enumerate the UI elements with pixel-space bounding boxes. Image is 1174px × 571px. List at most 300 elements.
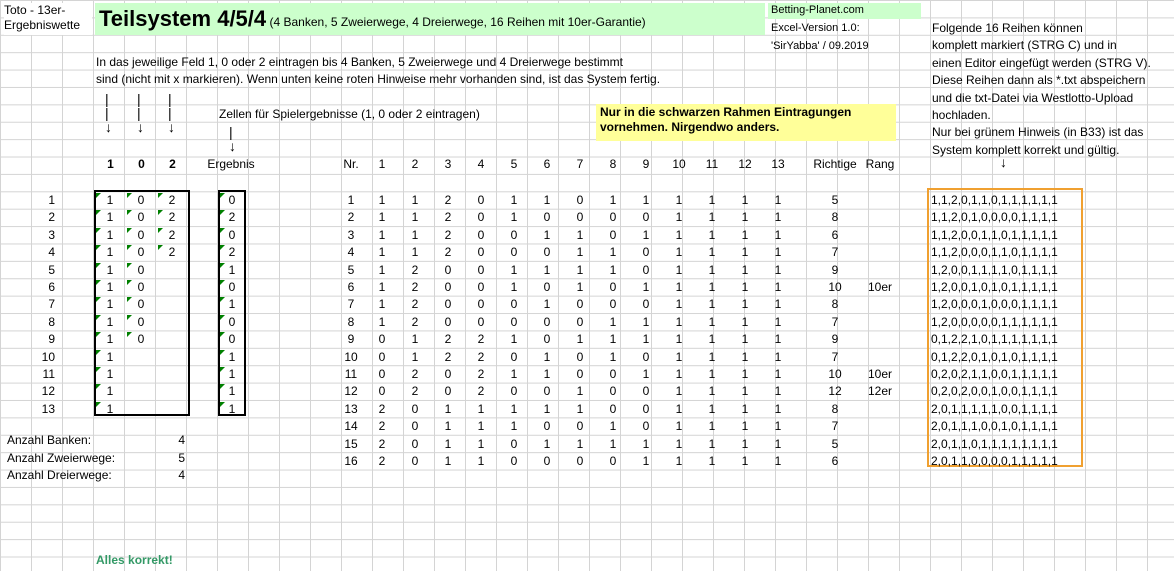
- input-row-number: 2: [48, 210, 55, 225]
- table-header-cell: 13: [771, 157, 785, 171]
- tip-cell: 0: [411, 401, 419, 416]
- tip-cell: 1: [510, 419, 518, 434]
- page-title: Teilsystem 4/5/4: [99, 6, 267, 31]
- tip-cell: 1: [774, 419, 782, 434]
- arrow-down-icon: | ↓: [229, 124, 236, 154]
- tip-cell: 0: [543, 280, 551, 294]
- input-cell-1[interactable]: 1: [96, 193, 124, 208]
- tip-cell: 2: [477, 367, 485, 381]
- tip-cell: 1: [378, 227, 386, 242]
- right-instruction-line: hochladen.: [932, 108, 991, 122]
- tip-cell: 1: [774, 367, 782, 381]
- tip-cell: 0: [378, 332, 386, 347]
- tip-cell: 2: [378, 401, 386, 416]
- tip-cell: 2: [378, 436, 386, 451]
- table-header-cell: 8: [609, 157, 617, 171]
- tip-cell: 1: [675, 262, 683, 277]
- tip-cell: 1: [642, 193, 650, 207]
- right-instruction-line: einen Editor eingefügt werden (STRG V).: [932, 55, 1151, 70]
- ergebnis-cell[interactable]: 0: [220, 228, 244, 243]
- tip-cell: 1: [543, 262, 551, 277]
- right-instruction-line: Diese Reihen dann als *.txt abspeichern: [932, 73, 1146, 88]
- csv-row[interactable]: 2,0,1,1,1,1,1,0,0,1,1,1,1: [931, 401, 1058, 416]
- ergebnis-cell[interactable]: 2: [220, 210, 244, 225]
- black-frame-note-line1: Nur in die schwarzen Rahmen Eintragungen: [600, 105, 852, 119]
- richtige-cell: 10: [828, 367, 842, 381]
- tip-cell: 1: [510, 401, 518, 416]
- tip-cell: 1: [675, 332, 683, 347]
- tip-cell: 1: [609, 419, 617, 434]
- ergebnis-cell[interactable]: 0: [220, 332, 244, 347]
- tip-cell: 0: [477, 210, 485, 225]
- csv-row[interactable]: 0,2,0,2,1,1,0,0,1,1,1,1,1: [931, 367, 1058, 381]
- tip-cell: 0: [477, 227, 485, 242]
- tip-cell: 1: [708, 349, 716, 364]
- arrow-down-icon: | | ↓: [137, 91, 144, 135]
- tip-cell: 1: [741, 245, 749, 260]
- richtige-cell: 8: [831, 210, 839, 225]
- richtige-cell: 5: [831, 193, 839, 207]
- tip-cell: 1: [741, 454, 749, 468]
- tip-cell: 0: [609, 210, 617, 225]
- tip-cell: 1: [708, 454, 716, 468]
- tip-cell: 1: [774, 210, 782, 225]
- table-header-cell: 10: [672, 157, 686, 171]
- input-cell-1[interactable]: 1: [96, 402, 124, 417]
- right-instruction-line: komplett markiert (STRG C) und in: [932, 38, 1117, 53]
- toto-label: [4, 3, 92, 35]
- tip-cell: 0: [510, 384, 518, 399]
- tip-cell: 0: [609, 297, 617, 312]
- richtige-cell: 9: [831, 262, 839, 277]
- input-cell-0[interactable]: 0: [127, 280, 155, 295]
- tip-cell: 1: [708, 367, 716, 381]
- input-row-number: 9: [48, 332, 55, 347]
- tip-cell: 1: [444, 436, 452, 451]
- tip-cell: 2: [444, 193, 452, 207]
- tip-cell: 0: [609, 384, 617, 399]
- version-label: Excel-Version 1.0:: [771, 22, 860, 34]
- table-header-cell: 11: [705, 157, 719, 171]
- toto-label-line2: Ergebniswette: [4, 18, 81, 32]
- tip-cell: 0: [543, 332, 551, 347]
- input-cell-0[interactable]: 0: [127, 228, 155, 243]
- count-banken-label: Anzahl Banken:: [7, 433, 92, 447]
- input-cell-0[interactable]: 0: [127, 245, 155, 260]
- tip-cell: 1: [510, 210, 518, 225]
- richtige-cell: 7: [831, 314, 839, 329]
- row-number: 15: [344, 436, 358, 451]
- tip-cell: 1: [378, 245, 386, 260]
- tip-cell: 1: [642, 332, 650, 347]
- ergebnis-cell[interactable]: 1: [220, 367, 244, 382]
- tip-cell: 1: [510, 193, 518, 207]
- input-cell-1[interactable]: 1: [96, 245, 124, 260]
- tip-cell: 2: [444, 349, 452, 364]
- tip-cell: 1: [642, 314, 650, 329]
- tip-cell: 1: [543, 349, 551, 364]
- tip-cell: 1: [543, 193, 551, 207]
- tip-cell: 2: [411, 262, 419, 277]
- tip-cell: 1: [774, 401, 782, 416]
- tip-cell: 1: [708, 245, 716, 260]
- tip-cell: 0: [510, 227, 518, 242]
- tip-cell: 1: [510, 367, 518, 381]
- tip-cell: 1: [708, 314, 716, 329]
- right-instruction-line: Nur bei grünem Hinweis (in B33) ist das: [932, 125, 1144, 140]
- tip-cell: 1: [741, 384, 749, 399]
- row-number: 6: [347, 280, 355, 294]
- input-header-2: 2: [169, 157, 176, 171]
- table-header-cell: 12: [738, 157, 752, 171]
- tip-cell: 1: [708, 436, 716, 451]
- tip-cell: 0: [576, 210, 584, 225]
- tip-cell: 0: [510, 314, 518, 329]
- csv-row[interactable]: 2,0,1,1,0,0,0,0,1,1,1,1,1: [931, 454, 1058, 468]
- arrow-down-icon: | | ↓: [105, 91, 112, 135]
- tip-cell: 1: [576, 227, 584, 242]
- input-cell-1[interactable]: 1: [96, 315, 124, 330]
- richtige-cell: 10: [828, 280, 842, 294]
- tip-cell: 0: [477, 193, 485, 207]
- tip-cell: 1: [708, 297, 716, 312]
- csv-row[interactable]: 2,0,1,1,1,0,0,1,0,1,1,1,1: [931, 419, 1058, 434]
- input-cell-1[interactable]: 1: [96, 332, 124, 347]
- tip-cell: 1: [609, 262, 617, 277]
- table-header-cell: 5: [510, 157, 518, 171]
- tip-cell: 1: [576, 280, 584, 294]
- ergebnis-cell[interactable]: 1: [220, 263, 244, 278]
- tip-cell: 2: [411, 280, 419, 294]
- tip-cell: 1: [708, 419, 716, 434]
- tip-cell: 1: [675, 401, 683, 416]
- tip-cell: 1: [741, 419, 749, 434]
- tip-cell: 1: [543, 367, 551, 381]
- site-name: Betting-Planet.com: [768, 3, 921, 19]
- table-header-cell: 6: [543, 157, 551, 171]
- tip-cell: 0: [576, 367, 584, 381]
- input-cell-1[interactable]: 1: [96, 384, 124, 399]
- tip-cell: 0: [576, 454, 584, 468]
- tip-cell: 1: [444, 419, 452, 434]
- tip-cell: 1: [642, 227, 650, 242]
- input-frame: [94, 190, 190, 416]
- right-instruction-line: System komplett korrekt und gültig.: [932, 142, 1120, 157]
- tip-cell: 2: [411, 314, 419, 329]
- csv-row[interactable]: 1,2,0,0,1,0,1,0,1,1,1,1,1: [931, 280, 1058, 294]
- tip-cell: 1: [576, 436, 584, 451]
- ergebnis-frame: [218, 190, 246, 416]
- ergebnis-cell[interactable]: 1: [220, 350, 244, 365]
- tip-cell: 1: [774, 280, 782, 294]
- tip-cell: 0: [510, 436, 518, 451]
- tip-cell: 0: [642, 419, 650, 434]
- tip-cell: 1: [642, 436, 650, 451]
- tip-cell: 0: [444, 280, 452, 294]
- richtige-cell: 8: [831, 401, 839, 416]
- tip-cell: 0: [576, 314, 584, 329]
- tip-cell: 0: [378, 384, 386, 399]
- tip-cell: 1: [378, 297, 386, 312]
- table-header-cell: Rang: [865, 157, 895, 171]
- row-number: 10: [344, 349, 358, 364]
- tip-cell: 0: [444, 367, 452, 381]
- table-header-cell: 3: [444, 157, 452, 171]
- tip-cell: 1: [741, 436, 749, 451]
- row-number: 5: [347, 262, 355, 277]
- tip-cell: 0: [543, 245, 551, 260]
- tip-cell: 2: [411, 297, 419, 312]
- input-row-number: 12: [41, 384, 55, 399]
- tip-cell: 0: [642, 384, 650, 399]
- tip-cell: 0: [477, 314, 485, 329]
- csv-row[interactable]: 1,1,2,0,0,1,1,0,1,1,1,1,1: [931, 227, 1058, 242]
- tip-cell: 1: [378, 193, 386, 207]
- input-row-number: 11: [42, 367, 55, 381]
- input-cell-0[interactable]: 0: [127, 210, 155, 225]
- input-row-number: 13: [41, 401, 55, 416]
- status-message: Alles korrekt!: [96, 553, 173, 567]
- tip-cell: 0: [510, 454, 518, 468]
- input-header-1: 1: [107, 157, 114, 171]
- tip-cell: 1: [741, 297, 749, 312]
- cells-hint: Zellen für Spielergebnisse (1, 0 oder 2 eintragen): [219, 107, 480, 121]
- tip-cell: 0: [576, 419, 584, 434]
- row-number: 1: [347, 193, 355, 207]
- tip-cell: 1: [741, 280, 749, 294]
- tip-cell: 0: [609, 280, 617, 294]
- tip-cell: 1: [708, 262, 716, 277]
- count-dreier-value: 4: [178, 468, 185, 482]
- instruction-line-2: sind (nicht mit x markieren). Wenn unten keine roten Hinweise mehr vorhanden sind, ist das System fertig.: [96, 72, 661, 86]
- tip-cell: 2: [411, 384, 419, 399]
- tip-cell: 0: [609, 367, 617, 381]
- tip-cell: 1: [774, 245, 782, 260]
- tip-cell: 1: [609, 349, 617, 364]
- input-row-number: 4: [48, 245, 55, 260]
- tip-cell: 0: [477, 297, 485, 312]
- tip-cell: 1: [708, 332, 716, 347]
- tip-cell: 1: [411, 210, 419, 225]
- tip-cell: 1: [675, 280, 683, 294]
- tip-cell: 1: [741, 314, 749, 329]
- input-cell-0[interactable]: 0: [127, 193, 155, 208]
- tip-cell: 1: [477, 454, 485, 468]
- tip-cell: 0: [543, 210, 551, 225]
- tip-cell: 1: [708, 227, 716, 242]
- tip-cell: 1: [477, 436, 485, 451]
- input-cell-0[interactable]: 0: [127, 263, 155, 278]
- tip-cell: 0: [609, 454, 617, 468]
- tip-cell: 0: [576, 193, 584, 207]
- tip-cell: 0: [510, 349, 518, 364]
- input-cell-2[interactable]: 2: [158, 228, 186, 243]
- tip-cell: 2: [378, 454, 386, 468]
- input-cell-0[interactable]: 0: [127, 315, 155, 330]
- tip-cell: 2: [477, 332, 485, 347]
- tip-cell: 1: [675, 227, 683, 242]
- input-cell-0[interactable]: 0: [127, 332, 155, 347]
- csv-row[interactable]: 2,0,1,1,0,1,1,1,1,1,1,1,1: [931, 436, 1058, 451]
- row-number: 16: [344, 454, 358, 468]
- richtige-cell: 7: [831, 349, 839, 364]
- csv-row[interactable]: 0,1,2,2,0,1,0,1,0,1,1,1,1: [931, 349, 1058, 364]
- tip-cell: 1: [741, 349, 749, 364]
- tip-cell: 1: [609, 193, 617, 207]
- tip-cell: 1: [411, 193, 419, 207]
- count-zweier-label: Anzahl Zweierwege:: [7, 451, 116, 465]
- count-dreier-label: Anzahl Dreierwege:: [7, 468, 112, 482]
- right-instruction-line: und die txt-Datei via Westlotto-Upload: [932, 90, 1134, 105]
- csv-row[interactable]: 1,1,2,0,0,0,1,1,0,1,1,1,1: [931, 245, 1058, 260]
- input-row-number: 7: [48, 297, 55, 312]
- tip-cell: 0: [378, 349, 386, 364]
- tip-cell: 1: [774, 193, 782, 207]
- tip-cell: 0: [642, 297, 650, 312]
- tip-cell: 1: [609, 332, 617, 347]
- tip-cell: 1: [510, 262, 518, 277]
- input-cell-2[interactable]: 2: [158, 193, 186, 208]
- csv-row[interactable]: 0,2,0,2,0,0,1,0,0,1,1,1,1: [931, 384, 1058, 399]
- csv-row[interactable]: 1,2,0,0,1,1,1,1,0,1,1,1,1: [931, 262, 1058, 277]
- tip-cell: 0: [642, 210, 650, 225]
- input-cell-2[interactable]: 2: [158, 210, 186, 225]
- tip-cell: 1: [675, 193, 683, 207]
- tip-cell: 1: [411, 349, 419, 364]
- input-cell-1[interactable]: 1: [96, 263, 124, 278]
- tip-cell: 0: [642, 349, 650, 364]
- tip-cell: 1: [675, 367, 683, 381]
- arrow-down-icon: | | ↓: [168, 91, 175, 135]
- tip-cell: 2: [477, 349, 485, 364]
- tip-cell: 1: [411, 245, 419, 260]
- tip-cell: 1: [609, 314, 617, 329]
- ergebnis-cell[interactable]: 0: [220, 315, 244, 330]
- tip-cell: 1: [576, 262, 584, 277]
- tip-cell: 0: [477, 262, 485, 277]
- input-cell-1[interactable]: 1: [96, 367, 124, 382]
- tip-cell: 0: [543, 384, 551, 399]
- input-cell-1[interactable]: 1: [96, 280, 124, 295]
- count-zweier-value: 5: [178, 451, 185, 465]
- tip-cell: 0: [444, 314, 452, 329]
- ergebnis-cell[interactable]: 2: [220, 245, 244, 260]
- csv-row[interactable]: 0,1,2,2,1,0,1,1,1,1,1,1,1: [931, 332, 1058, 347]
- tip-cell: 1: [774, 262, 782, 277]
- tip-cell: 0: [444, 297, 452, 312]
- tip-cell: 1: [741, 332, 749, 347]
- tip-cell: 0: [510, 297, 518, 312]
- input-row-number: 1: [48, 193, 55, 207]
- tip-cell: 2: [477, 384, 485, 399]
- tip-cell: 1: [444, 454, 452, 468]
- tip-cell: 0: [609, 227, 617, 242]
- tip-cell: 1: [378, 314, 386, 329]
- tip-cell: 1: [708, 401, 716, 416]
- input-row-number: 6: [48, 280, 55, 294]
- tip-cell: 2: [444, 245, 452, 260]
- tip-cell: 1: [774, 436, 782, 451]
- tip-cell: 1: [576, 332, 584, 347]
- tip-cell: 1: [675, 297, 683, 312]
- csv-row[interactable]: 1,1,2,0,1,0,0,0,0,1,1,1,1: [931, 210, 1058, 225]
- ergebnis-cell[interactable]: 1: [220, 402, 244, 417]
- tip-cell: 1: [675, 210, 683, 225]
- tip-cell: 0: [543, 314, 551, 329]
- black-frame-note: [596, 104, 896, 141]
- tip-cell: 2: [411, 367, 419, 381]
- author-label: 'SirYabba' / 09.2019: [771, 40, 869, 52]
- instruction-line-1: In das jeweilige Feld 1, 0 oder 2 eintragen bis 4 Banken, 5 Zweierwege und 4 Dreierwege bestimmt: [96, 55, 623, 69]
- row-number: 14: [344, 419, 358, 434]
- tip-cell: 1: [609, 245, 617, 260]
- tip-cell: 0: [642, 245, 650, 260]
- tip-cell: 0: [543, 454, 551, 468]
- tip-cell: 0: [411, 454, 419, 468]
- row-number: 12: [344, 384, 358, 399]
- tip-cell: 2: [444, 332, 452, 347]
- ergebnis-cell[interactable]: 1: [220, 384, 244, 399]
- input-cell-1[interactable]: 1: [96, 228, 124, 243]
- tip-cell: 1: [642, 454, 650, 468]
- tip-cell: 0: [477, 280, 485, 294]
- page-subtitle: (4 Banken, 5 Zweierwege, 4 Dreierwege, 16 Reihen mit 10er-Garantie): [269, 15, 646, 29]
- row-number: 9: [347, 332, 355, 347]
- input-row-number: 10: [41, 349, 55, 364]
- tip-cell: 1: [411, 227, 419, 242]
- csv-row[interactable]: 1,2,0,0,0,1,0,0,0,1,1,1,1: [931, 297, 1058, 312]
- tip-cell: 1: [510, 332, 518, 347]
- tip-cell: 0: [444, 384, 452, 399]
- input-cell-2[interactable]: 2: [158, 245, 186, 260]
- ergebnis-cell[interactable]: 0: [220, 280, 244, 295]
- table-header-cell: 2: [411, 157, 419, 171]
- tip-cell: 2: [378, 419, 386, 434]
- tip-cell: 0: [642, 262, 650, 277]
- ergebnis-cell[interactable]: 0: [220, 193, 244, 208]
- richtige-cell: 5: [831, 436, 839, 451]
- arrow-down-icon: ↓: [1000, 154, 1007, 170]
- rang-cell: 10er: [867, 367, 893, 381]
- tip-cell: 0: [510, 245, 518, 260]
- tip-cell: 1: [774, 384, 782, 399]
- tip-cell: 0: [477, 245, 485, 260]
- row-number: 13: [344, 401, 358, 416]
- csv-row[interactable]: 1,1,2,0,1,1,0,1,1,1,1,1,1: [931, 193, 1058, 207]
- tip-cell: 1: [543, 227, 551, 242]
- input-cell-0[interactable]: 0: [127, 297, 155, 312]
- csv-row[interactable]: 1,2,0,0,0,0,0,1,1,1,1,1,1: [931, 314, 1058, 329]
- input-cell-1[interactable]: 1: [96, 297, 124, 312]
- table-header-cell: 9: [642, 157, 650, 171]
- tip-cell: 1: [378, 210, 386, 225]
- tip-cell: 1: [741, 401, 749, 416]
- tip-cell: 1: [774, 227, 782, 242]
- table-header-cell: Richtige: [813, 157, 857, 171]
- tip-cell: 1: [444, 401, 452, 416]
- input-cell-1[interactable]: 1: [96, 350, 124, 365]
- tip-cell: 1: [675, 419, 683, 434]
- count-banken-value: 4: [178, 433, 185, 447]
- ergebnis-cell[interactable]: 1: [220, 297, 244, 312]
- toto-label-line1: Toto - 13er-: [4, 3, 66, 17]
- tip-cell: 2: [444, 210, 452, 225]
- input-cell-1[interactable]: 1: [96, 210, 124, 225]
- input-header-ergebnis: Ergebnis: [207, 157, 255, 171]
- tip-cell: 1: [675, 245, 683, 260]
- tip-cell: 1: [576, 384, 584, 399]
- tip-cell: 1: [477, 419, 485, 434]
